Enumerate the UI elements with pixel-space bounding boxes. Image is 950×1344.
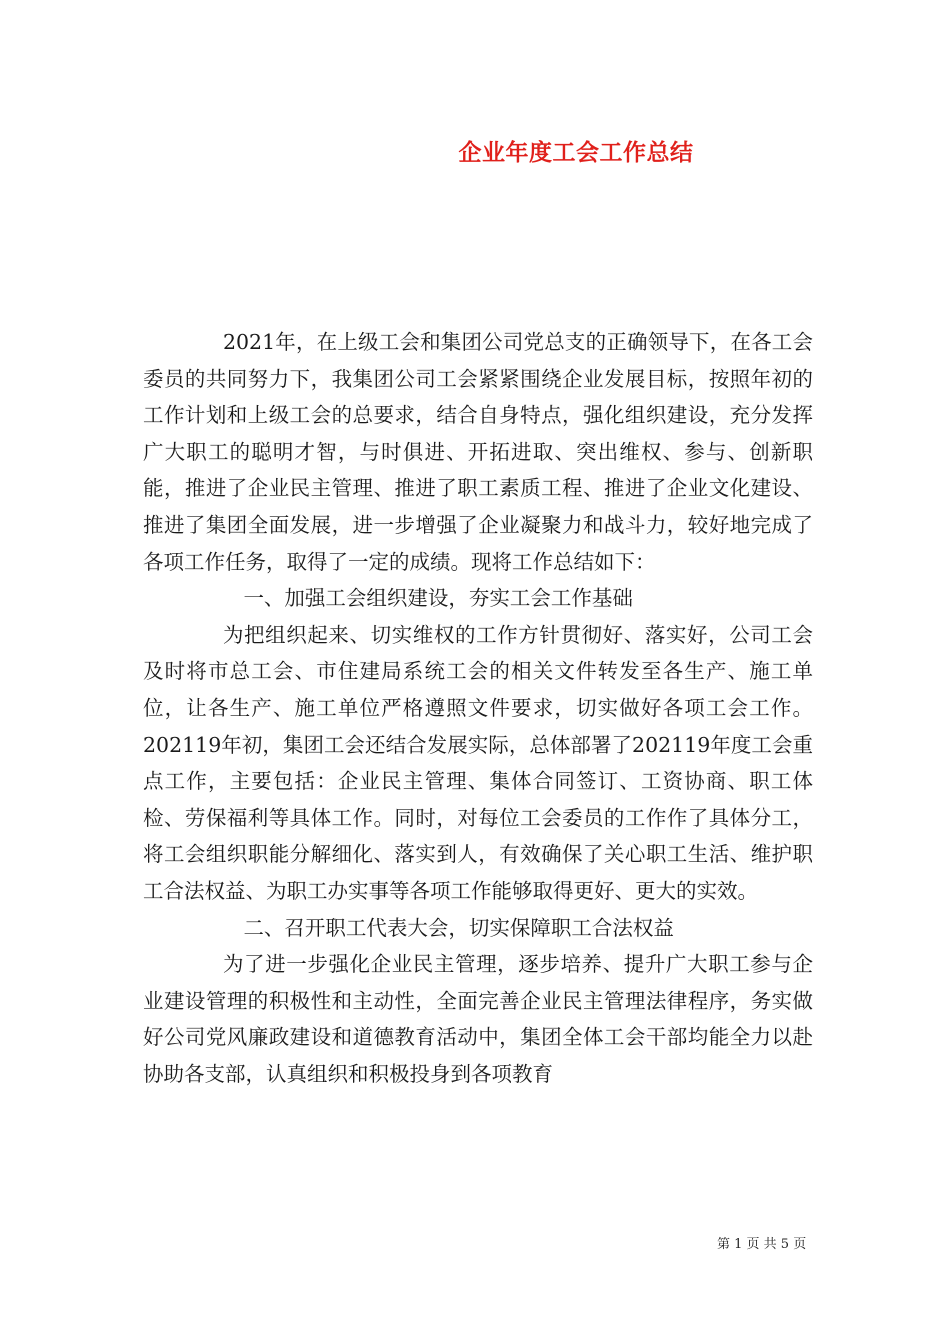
section-heading-1: 一、加强工会组织建设，夯实工会工作基础 — [243, 586, 633, 611]
paragraph-intro: 2021年，在上级工会和集团公司党总支的正确领导下，在各工会委员的共同努力下，我集团公司工会紧紧围绕企业发展目标，按照年初的工作计划和上级工会的总要求，结合自身特点，强化组织建设，充分发挥广大职工的聪明才智，与时俱进、开拓进取、突出维权、参与、创新职能，推进了企业民主管理、推进了职工素质工程、推进了企业文化建设、推进了集团全面发展，进一步增强了企业凝聚力和战斗力，较好地完成了各项工作任务，取得了一定的成绩。现将工作总结如下： — [143, 330, 813, 574]
paragraph-section-1: 为把组织起来、切实维权的工作方针贯彻好、落实好，公司工会及时将市总工会、市住建局系统工会的相关文件转发至各生产、施工单位，让各生产、施工单位严格遵照文件要求，切实做好各项工会工作。202119年初，集团工会还结合发展实际，总体部署了202119年度工会重点工作，主要包括：企业民主管理、集体合同签订、工资协商、职工体检、劳保福利等具体工作。同时，对每位工会委员的工作作了具体分工，将工会组织职能分解细化、落实到人，有效确保了关心职工生活、维护职工合法权益、为职工办实事等各项工作能够取得更好、更大的实效。 — [143, 622, 813, 903]
page-number: 第 1 页 共 5 页 — [717, 1237, 807, 1252]
paragraph-section-2: 为了进一步强化企业民主管理，逐步培养、提升广大职工参与企业建设管理的积极性和主动性，全面完善企业民主管理法律程序，务实做好公司党风廉政建设和道德教育活动中，集团全体工会干部均能全力以赴协助各支部，认真组织和积极投身到各项教育 — [143, 952, 813, 1086]
section-heading-2: 二、召开职工代表大会，切实保障职工合法权益 — [243, 915, 674, 940]
document-body — [143, 324, 813, 1092]
document-title: 企业年度工会工作总结 — [458, 139, 694, 166]
